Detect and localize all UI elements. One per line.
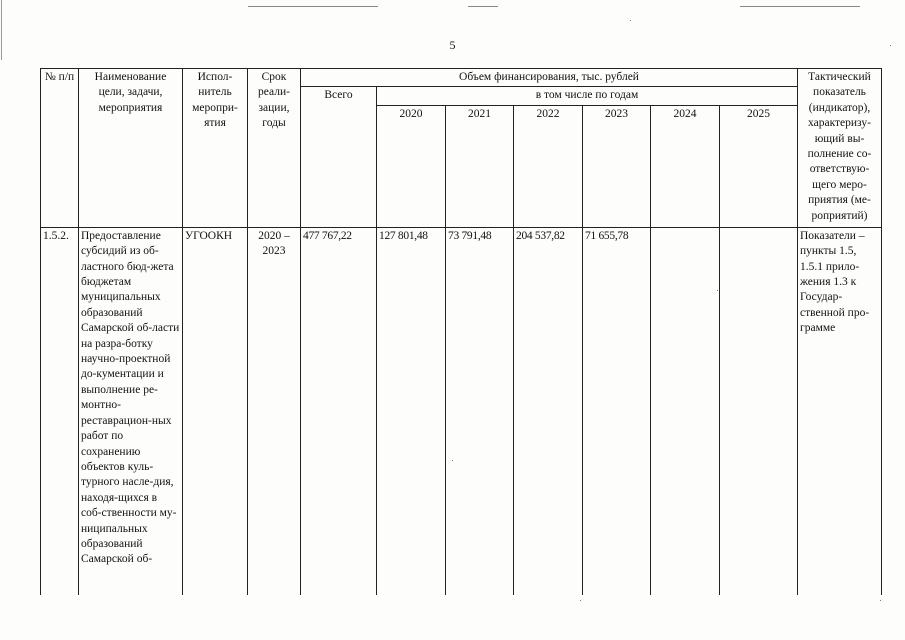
header-funding: Объем финансирования, тыс. рублей <box>301 69 798 87</box>
scan-speck <box>580 600 581 601</box>
header-year-2021: 2021 <box>446 105 514 227</box>
row-2025 <box>720 227 798 595</box>
page-number: 5 <box>449 38 456 52</box>
row-2024 <box>651 227 720 595</box>
scan-artifact-line <box>740 6 860 7</box>
row-indicator: Показатели – пункты 1.5, 1.5.1 прило-жения 1.3 к Государ-ственной про-грамме <box>798 227 882 595</box>
header-name: Наименование цели, задачи, мероприятия <box>79 69 183 228</box>
header-total: Всего <box>301 87 377 227</box>
header-row <box>41 69 882 87</box>
row-no: 1.5.2. <box>41 227 79 595</box>
header-term: Срок реали-зации, годы <box>248 69 301 228</box>
header-year-2023: 2023 <box>583 105 651 227</box>
row-total: 477 767,22 <box>301 227 377 595</box>
row-2020: 127 801,48 <box>377 227 446 595</box>
header-year-2020: 2020 <box>377 105 446 227</box>
header-year-2025: 2025 <box>720 105 798 227</box>
header-executor: Испол-нитель меропри-ятия <box>183 69 248 228</box>
funding-table <box>40 68 881 598</box>
header-year-2022: 2022 <box>514 105 583 227</box>
header-by-years: в том числе по годам <box>377 87 798 105</box>
row-2021: 73 791,48 <box>446 227 514 595</box>
row-name: Предоставление субсидий из об-ластного бюд-жета бюджетам муниципальных образований Самарской об-ласти на разра-ботку научно-проектной до-кументации и выполнение ре-монтно-реставрацион-ных работ по сохранению объектов куль-турного насле-дия, находя-щихся в соб-ственности му-ниципальных образований Самарской об- <box>79 227 183 595</box>
table-row <box>41 227 882 595</box>
row-2023: 71 655,78 <box>583 227 651 595</box>
scan-speck <box>717 290 718 291</box>
header-indicator: Тактический показатель (индикатор), характеризу-ющий вы-полнение со-ответствую-щего меро-приятия (ме-роприятий) <box>798 69 882 228</box>
row-2022: 204 537,82 <box>514 227 583 595</box>
row-term: 2020 – 2023 <box>248 227 301 595</box>
scan-speck <box>630 20 631 21</box>
header-no: № п/п <box>41 69 79 228</box>
row-executor: УГООКН <box>183 227 248 595</box>
scan-speck <box>880 600 881 601</box>
header-year-2024: 2024 <box>651 105 720 227</box>
scan-speck <box>890 45 891 46</box>
scan-artifact-line <box>468 6 498 7</box>
scan-artifact-line <box>248 6 378 7</box>
scan-speck <box>452 460 453 461</box>
